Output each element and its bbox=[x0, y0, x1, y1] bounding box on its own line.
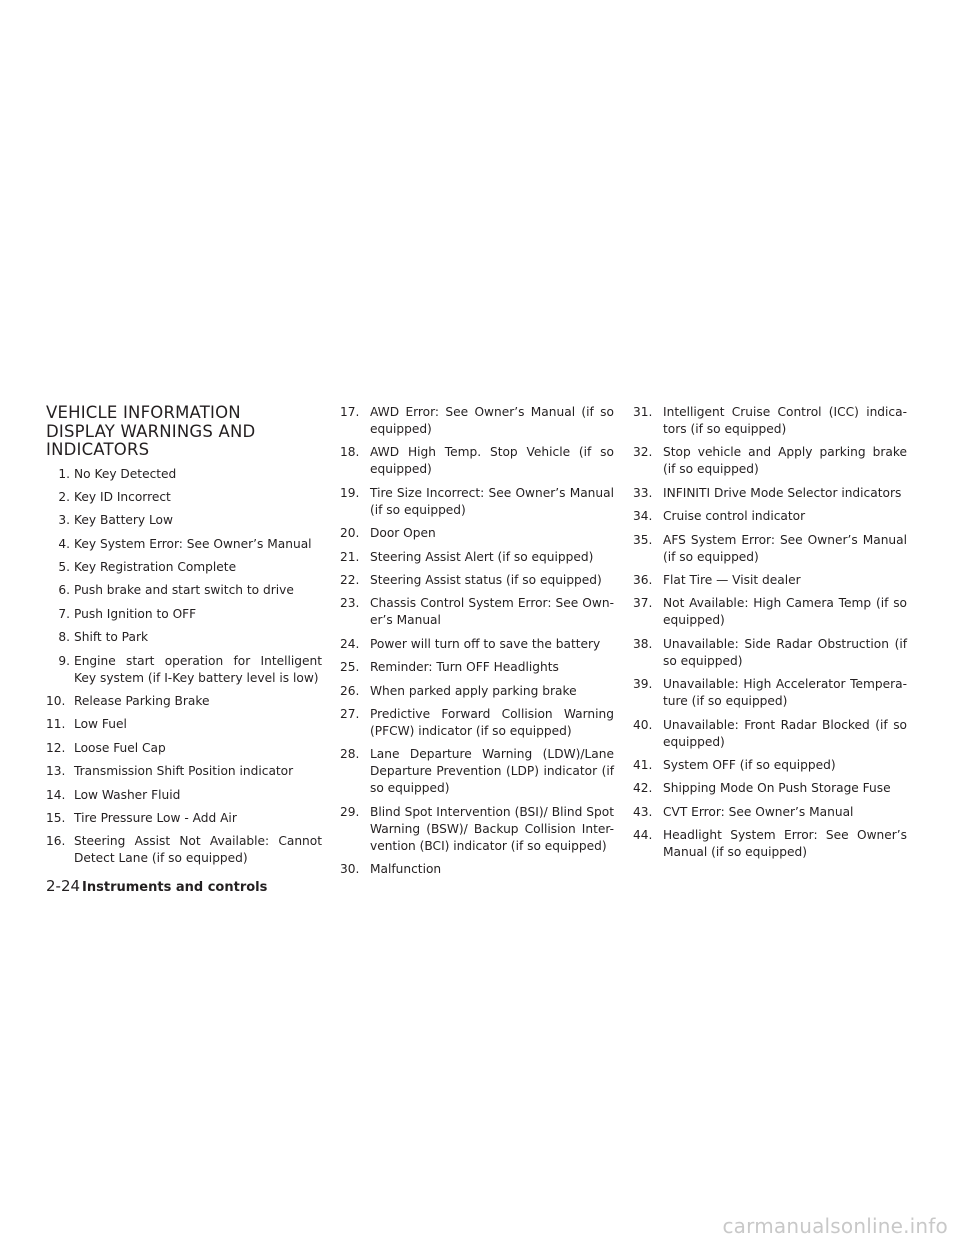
list-item-text: Door Open bbox=[370, 526, 436, 541]
list-item-text: AFS System Error: See Owner’s Manual (if so equipped) bbox=[663, 532, 907, 564]
list-item-number: 41. bbox=[633, 757, 653, 772]
list-item bbox=[340, 572, 614, 589]
list-item-number: 13. bbox=[46, 764, 66, 779]
list-item-number: 10. bbox=[46, 694, 66, 709]
list-item-number: 38. bbox=[633, 636, 653, 651]
list-item-text: Unavailable: High Accelerator Tempera-ture (if so equipped) bbox=[663, 677, 907, 709]
list-item-number: 32. bbox=[633, 445, 653, 460]
column-3 bbox=[633, 404, 907, 867]
list-item-number: 17. bbox=[340, 405, 360, 419]
list-item-number: 39. bbox=[633, 677, 653, 692]
list-item-text: INFINITI Drive Mode Selector indicators bbox=[663, 485, 902, 500]
list-item-number: 26. bbox=[340, 683, 360, 698]
list-item bbox=[46, 559, 322, 576]
list-item-text: Shift to Park bbox=[74, 630, 149, 645]
list-item-text: Tire Size Incorrect: See Owner’s Manual (if so equipped) bbox=[370, 485, 614, 517]
list-item-number: 2. bbox=[58, 489, 70, 504]
list-item bbox=[46, 653, 322, 687]
list-item bbox=[340, 706, 614, 740]
list-item-text: Unavailable: Front Radar Blocked (if so equipped) bbox=[663, 717, 907, 749]
indicator-list-2 bbox=[340, 404, 614, 878]
list-item-text: Key Registration Complete bbox=[74, 560, 237, 575]
list-item bbox=[340, 683, 614, 700]
list-item bbox=[340, 861, 614, 878]
section-title-line-1: VEHICLE INFORMATION bbox=[46, 403, 241, 422]
list-item-number: 29. bbox=[340, 804, 360, 819]
list-item-number: 24. bbox=[340, 636, 360, 651]
list-item-text: Loose Fuel Cap bbox=[74, 740, 166, 755]
list-item-text: Power will turn off to save the battery bbox=[370, 636, 601, 651]
list-item bbox=[340, 746, 614, 797]
list-item-text: Flat Tire — Visit dealer bbox=[663, 572, 801, 587]
list-item-number: 44. bbox=[633, 828, 653, 843]
list-item bbox=[633, 404, 907, 438]
list-item-text: System OFF (if so equipped) bbox=[663, 757, 836, 772]
column-2 bbox=[340, 404, 614, 884]
list-item-text: Stop vehicle and Apply parking brake (if so equipped) bbox=[663, 445, 907, 477]
list-item-text: Shipping Mode On Push Storage Fuse bbox=[663, 781, 891, 796]
watermark: carmanualsonline.info bbox=[722, 1214, 948, 1238]
list-item bbox=[633, 508, 907, 525]
list-item-number: 31. bbox=[633, 405, 653, 419]
list-item-text: Not Available: High Camera Temp (if so equipped) bbox=[663, 596, 907, 628]
list-item-text: Cruise control indicator bbox=[663, 509, 806, 524]
list-item-text: Key System Error: See Owner’s Manual bbox=[74, 536, 312, 551]
list-item-number: 12. bbox=[46, 740, 66, 755]
list-item-text: No Key Detected bbox=[74, 466, 177, 481]
section-title-line-3: INDICATORS bbox=[46, 440, 150, 459]
list-item-text: Reminder: Turn OFF Headlights bbox=[370, 660, 559, 675]
list-item-text: Engine start operation for Intelligent Key system (if I-Key battery level is low) bbox=[74, 653, 322, 685]
list-item bbox=[633, 780, 907, 797]
list-item-number: 30. bbox=[340, 862, 360, 877]
list-item-number: 22. bbox=[340, 572, 360, 587]
list-item-number: 1. bbox=[58, 466, 70, 481]
list-item-text: Steering Assist status (if so equipped) bbox=[370, 572, 602, 587]
list-item bbox=[46, 489, 322, 506]
list-item bbox=[340, 525, 614, 542]
list-item-text: Tire Pressure Low - Add Air bbox=[74, 810, 237, 825]
list-item-number: 15. bbox=[46, 810, 66, 825]
list-item-text: Unavailable: Side Radar Obstruction (if so equipped) bbox=[663, 636, 907, 668]
list-item-text: Key ID Incorrect bbox=[74, 489, 171, 504]
list-item bbox=[633, 572, 907, 589]
list-item-number: 11. bbox=[46, 717, 66, 732]
list-item bbox=[46, 833, 322, 867]
list-item-text: Push brake and start switch to drive bbox=[74, 583, 294, 598]
list-item bbox=[340, 659, 614, 676]
list-item-text: Steering Assist Not Available: Cannot Detect Lane (if so equipped) bbox=[74, 834, 322, 866]
page-number: 2-24 bbox=[46, 877, 81, 895]
list-item-text: AWD High Temp. Stop Vehicle (if so equipped) bbox=[370, 445, 614, 477]
list-item-number: 36. bbox=[633, 572, 653, 587]
list-item-number: 6. bbox=[58, 583, 70, 598]
list-item bbox=[46, 810, 322, 827]
list-item bbox=[340, 549, 614, 566]
list-item-number: 19. bbox=[340, 485, 360, 500]
list-item bbox=[46, 716, 322, 733]
list-item-text: Low Fuel bbox=[74, 717, 127, 732]
list-item-text: Chassis Control System Error: See Own-er’s Manual bbox=[370, 596, 614, 628]
list-item-number: 16. bbox=[46, 834, 66, 849]
list-item-number: 20. bbox=[340, 526, 360, 541]
list-item-text: Push Ignition to OFF bbox=[74, 606, 197, 621]
list-item-text: Malfunction bbox=[370, 862, 442, 877]
list-item bbox=[46, 693, 322, 710]
list-item bbox=[633, 676, 907, 710]
list-item-number: 5. bbox=[58, 560, 70, 575]
section-title bbox=[46, 404, 322, 460]
list-item-number: 27. bbox=[340, 706, 360, 721]
list-item bbox=[633, 717, 907, 751]
list-item bbox=[340, 444, 614, 478]
list-item bbox=[633, 595, 907, 629]
list-item bbox=[340, 485, 614, 519]
list-item-text: Release Parking Brake bbox=[74, 694, 210, 709]
list-item-text: Blind Spot Intervention (BSI)/ Blind Spot Warning (BSW)/ Backup Collision Inter-vention (BCI) indicator (if so equipped) bbox=[370, 804, 614, 853]
list-item-number: 21. bbox=[340, 549, 360, 564]
list-item bbox=[340, 404, 614, 438]
list-item-number: 18. bbox=[340, 445, 360, 460]
list-item-text: CVT Error: See Owner’s Manual bbox=[663, 804, 854, 819]
list-item bbox=[633, 532, 907, 566]
list-item-text: AWD Error: See Owner’s Manual (if so equipped) bbox=[370, 405, 614, 436]
list-item-text: Predictive Forward Collision Warning (PFCW) indicator (if so equipped) bbox=[370, 706, 614, 738]
list-item-number: 40. bbox=[633, 717, 653, 732]
list-item-text: Intelligent Cruise Control (ICC) indica-tors (if so equipped) bbox=[663, 405, 907, 436]
list-item bbox=[46, 629, 322, 646]
list-item bbox=[46, 466, 322, 483]
footer-section-name: Instruments and controls bbox=[82, 880, 268, 895]
list-item-text: Low Washer Fluid bbox=[74, 787, 181, 802]
list-item bbox=[46, 763, 322, 780]
list-item-number: 35. bbox=[633, 532, 653, 547]
list-item-number: 8. bbox=[58, 630, 70, 645]
list-item bbox=[633, 485, 907, 502]
list-item bbox=[340, 804, 614, 855]
list-item bbox=[46, 606, 322, 623]
list-item-text: Steering Assist Alert (if so equipped) bbox=[370, 549, 594, 564]
page-footer bbox=[46, 876, 267, 895]
list-item-number: 3. bbox=[58, 513, 70, 528]
list-item bbox=[46, 582, 322, 599]
list-item-number: 25. bbox=[340, 660, 360, 675]
list-item bbox=[633, 444, 907, 478]
indicator-list-1 bbox=[46, 466, 322, 868]
list-item bbox=[633, 804, 907, 821]
list-item-text: Transmission Shift Position indicator bbox=[74, 764, 294, 779]
section-title-line-2: DISPLAY WARNINGS AND bbox=[46, 421, 256, 441]
list-item bbox=[46, 787, 322, 804]
list-item bbox=[46, 740, 322, 757]
list-item bbox=[46, 512, 322, 529]
list-item bbox=[46, 536, 322, 553]
list-item-number: 4. bbox=[58, 536, 70, 551]
list-item bbox=[633, 827, 907, 861]
list-item-number: 23. bbox=[340, 596, 360, 611]
list-item-text: When parked apply parking brake bbox=[370, 683, 577, 698]
list-item-number: 9. bbox=[58, 653, 70, 668]
list-item bbox=[633, 636, 907, 670]
indicator-list-3 bbox=[633, 404, 907, 861]
column-1 bbox=[46, 404, 322, 874]
list-item-number: 28. bbox=[340, 747, 360, 762]
list-item-number: 42. bbox=[633, 781, 653, 796]
list-item-number: 14. bbox=[46, 787, 66, 802]
list-item-text: Lane Departure Warning (LDW)/Lane Departure Prevention (LDP) indicator (if so equipped) bbox=[370, 747, 614, 796]
list-item-text: Headlight System Error: See Owner’s Manual (if so equipped) bbox=[663, 828, 907, 860]
list-item-number: 33. bbox=[633, 485, 653, 500]
list-item-number: 7. bbox=[58, 606, 70, 621]
list-item-text: Key Battery Low bbox=[74, 513, 173, 528]
list-item-number: 43. bbox=[633, 804, 653, 819]
list-item bbox=[340, 636, 614, 653]
list-item bbox=[340, 595, 614, 629]
list-item-number: 34. bbox=[633, 509, 653, 524]
list-item-number: 37. bbox=[633, 596, 653, 611]
list-item bbox=[633, 757, 907, 774]
